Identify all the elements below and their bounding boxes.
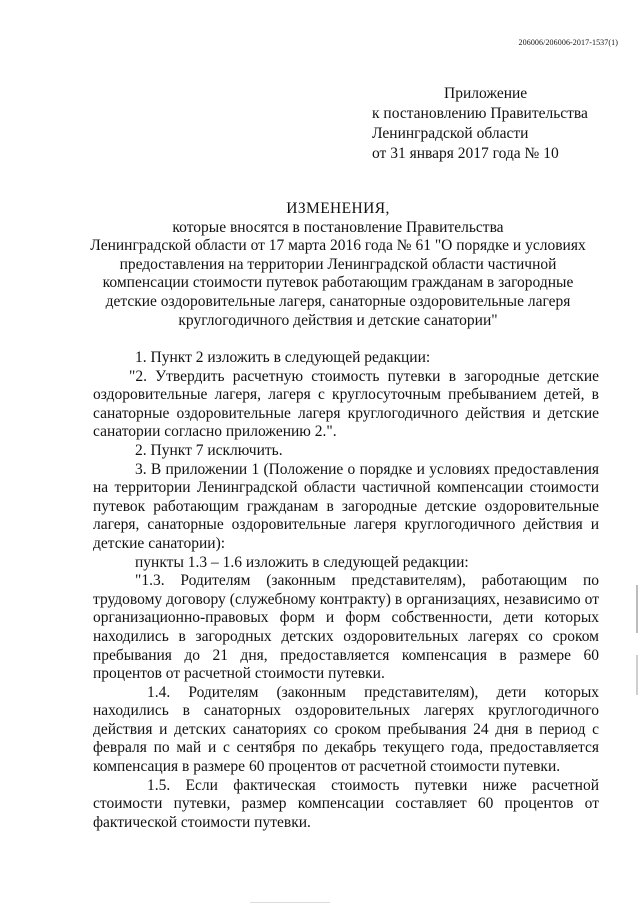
appendix-block — [372, 84, 588, 164]
paragraph-8: 1.5. Если фактическая стоимость путевки ниже расчетной стоимости путевки, размер компенсации составляет 60 процентов от фактической стоимости путевки. — [93, 776, 599, 831]
title-line-5: детские оздоровительные лагеря, санаторные оздоровительные лагеря — [105, 292, 571, 310]
title-heading: ИЗМЕНЕНИЯ, — [286, 200, 390, 217]
paragraph-4: 3. В приложении 1 (Положение о порядке и условиях предоставления на территории Ленинградской области частичной компенсации стоимости путевок работающим гражданам в загородные детские оздоровительные лагеря, санаторные оздоровительные лагеря круглогодичного действия и детские санатории): — [93, 460, 599, 552]
scan-artifact-right — [636, 585, 638, 633]
scan-artifact-right-lower — [636, 655, 638, 695]
paragraph-3: 2. Пункт 7 исключить. — [135, 441, 283, 459]
paragraph-1: 1. Пункт 2 изложить в следующей редакции: — [135, 349, 431, 366]
title-line-2: Ленинградской области от 17 марта 2016 года № 61 "О порядке и условиях — [90, 237, 586, 255]
appendix-line-3: Ленинградской области — [372, 125, 529, 142]
appendix-line-1: Приложение — [444, 85, 528, 102]
title-block — [60, 200, 616, 330]
paragraph-2: "2. Утвердить расчетную стоимость путевки в загородные детские оздоровительные лагеря, лагеря с круглосуточным пребыванием детей, в санаторные оздоровительные лагеря круглогодичного действия и детские санатории согласно приложению 2.". — [93, 367, 599, 441]
document-body — [93, 349, 599, 832]
title-line-3: предоставления на территории Ленинградской области частичной — [119, 255, 557, 273]
paragraph-7: 1.4. Родителям (законным представителям), дети которых находились в санаторных оздоровительных лагерях круглогодичного действия и детских санаториях со сроком пребывания 24 дня в период с февраля по май и с сентября по декабрь текущего года, предоставляется компенсация в размере 60 процентов от расчетной стоимости путевки. — [93, 683, 599, 776]
paragraph-6: "1.3. Родителям (законным представителям), работающим по трудовому договору (служебному контракту) в организациях, независимо от организационно-правовых форм и форм собственности, дети которых находились в загородных детских оздоровительных лагерях со сроком пребывания до 21 дня, предоставляется компенсация в размере 60 процентов от расчетной стоимости путевки. — [93, 572, 599, 683]
title-line-4: компенсации стоимости путевок работающим гражданам в загородные — [102, 274, 574, 292]
paragraph-5: пункты 1.3 – 1.6 изложить в следующей редакции: — [135, 553, 469, 571]
title-line-1: которые вносятся в постановление Правительства — [172, 218, 504, 236]
scan-artifact-bottom — [250, 902, 330, 903]
appendix-line-4: от 31 января 2017 года № 10 — [372, 145, 559, 162]
document-code: 206006/206006-2017-1537(1) — [518, 38, 618, 47]
title-line-6: круглогодичного действия и детские санатории" — [178, 311, 498, 329]
appendix-line-2: к постановлению Правительства — [372, 105, 588, 122]
